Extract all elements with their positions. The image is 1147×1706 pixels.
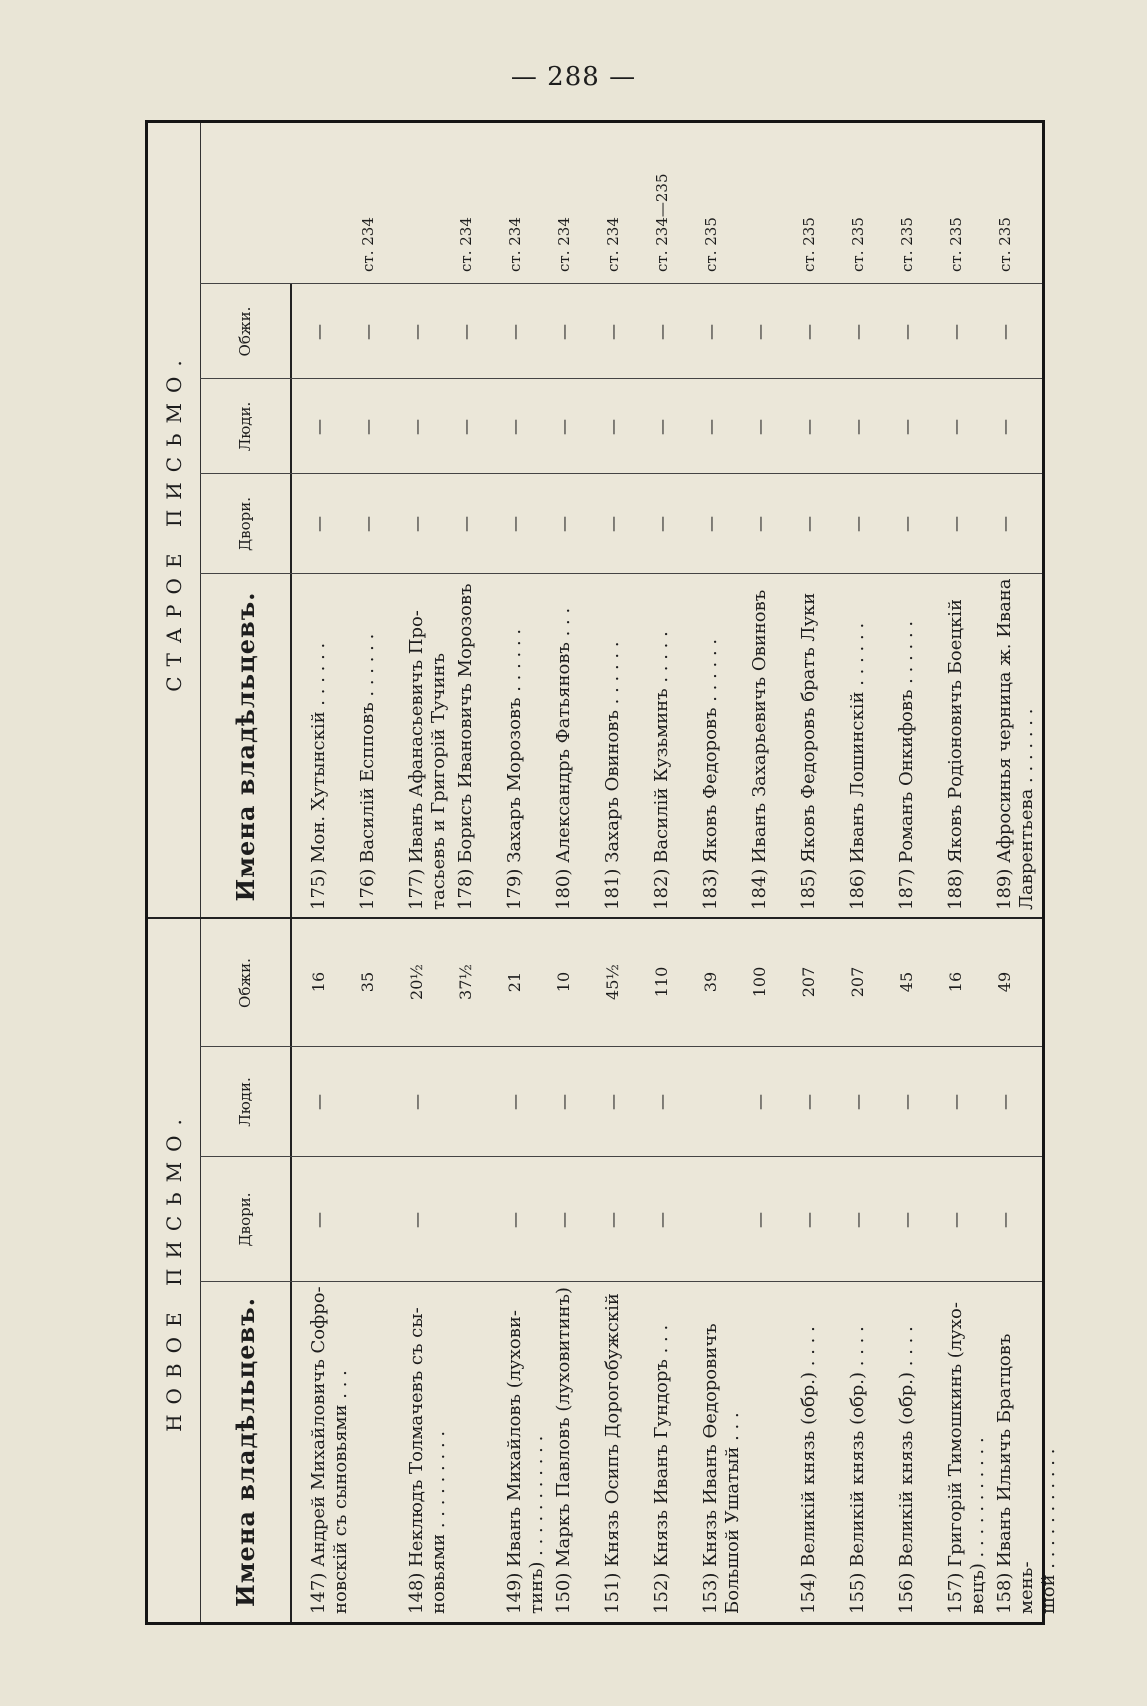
source-reference: ст. 234 [555, 217, 573, 272]
old-obzhi-value: — [995, 324, 1014, 340]
new-dvory-value: — [603, 1212, 622, 1228]
new-owner-name: 155) Великій князь (обр.) . . . . [847, 1326, 868, 1614]
new-obzhi-value: 10 [554, 971, 573, 993]
new-owner-name: 151) Князь Осипъ Дорогобужскій [602, 1293, 623, 1614]
old-owner-name: 186) Иванъ Лошинскій . . . . . . [847, 622, 868, 910]
new-owner-name: 158) Иванъ Ильичъ Братцовъ мень- шой . . . . . . . . . . . [994, 1333, 1059, 1614]
old-lyudi-value: — [309, 419, 328, 435]
old-obzhi-value: — [603, 324, 622, 340]
new-obzhi-value: 207 [799, 966, 818, 998]
new-obzhi-value: 207 [848, 966, 867, 998]
old-owner-name: 189) Афросинья черница ж. Ивана Лаврентьева . . . . . . . [994, 578, 1037, 910]
new-obzhi-value: 45 [897, 971, 916, 993]
column-divider [200, 473, 1042, 474]
new-lyudi-value: — [505, 1094, 524, 1110]
old-lyudi-value: — [407, 419, 426, 435]
old-dvory-value: — [603, 516, 622, 532]
column-divider [200, 378, 1042, 379]
old-lyudi-value: — [750, 419, 769, 435]
column-divider [200, 1046, 1042, 1047]
new-owner-name: 152) Князь Иванъ Гундоръ . . . [651, 1324, 672, 1614]
source-reference: ст. 234 [506, 217, 524, 272]
old-owner-name: 176) Василій Еспповъ . . . . . . [357, 633, 378, 910]
old-dvory-value: — [505, 516, 524, 532]
old-dvory-value: — [799, 516, 818, 532]
old-obzhi-value: — [750, 324, 769, 340]
new-obzhi-value: 39 [701, 971, 720, 993]
new-obzhi-value: 45½ [603, 964, 622, 1000]
old-owner-name: 182) Василій Кузьминъ . . . . . [651, 631, 672, 910]
old-lyudi-header: Люди. [200, 379, 292, 474]
new-lyudi-value: — [750, 1094, 769, 1110]
old-obzhi-value: — [456, 324, 475, 340]
old-lyudi-value: — [946, 419, 965, 435]
old-lyudi-value: — [358, 419, 377, 435]
new-dvory-value: — [309, 1212, 328, 1228]
old-obzhi-value: — [897, 324, 916, 340]
old-owner-name: 178) Борисъ Ивановичъ Морозовъ [455, 583, 476, 910]
source-reference: ст. 234—235 [653, 173, 671, 272]
old-owner-name: 185) Яковъ Федоровъ братъ Луки [798, 592, 819, 910]
old-owner-name: 175) Мон. Хутынскій . . . . . . [308, 642, 329, 910]
new-owner-name: 156) Великій князь (обр.) . . . . [896, 1326, 917, 1614]
source-reference: ст. 234 [604, 217, 622, 272]
new-names-header: Имена владѣльцевъ. [200, 1282, 292, 1622]
old-owner-name: 183) Яковъ Федоровъ . . . . . . [700, 638, 721, 910]
old-dvory-value: — [897, 516, 916, 532]
old-dvory-value: — [701, 516, 720, 532]
new-dvory-value: — [946, 1212, 965, 1228]
old-obzhi-value: — [358, 324, 377, 340]
old-owner-name: 180) Александръ Фатьяновъ . . . [553, 607, 574, 910]
old-obzhi-value: — [309, 324, 328, 340]
source-reference: ст. 234 [457, 217, 475, 272]
new-obzhi-value: 16 [946, 971, 965, 993]
old-lyudi-value: — [456, 419, 475, 435]
old-dvory-value: — [358, 516, 377, 532]
old-lyudi-value: — [554, 419, 573, 435]
old-section-title: СТАРОЕ ПИСЬМО. [148, 123, 201, 919]
old-owner-name: 179) Захаръ Морозовъ . . . . . . [504, 628, 525, 910]
new-owner-name: 157) Григорій Тимошкинъ (лухо- вецъ) . . . . . . . . . . . [945, 1302, 988, 1614]
registry-table [145, 120, 1059, 1625]
old-dvory-value: — [750, 516, 769, 532]
old-dvory-value: — [407, 516, 426, 532]
column-divider [200, 573, 1042, 574]
new-section-title: НОВОЕ ПИСЬМО. [148, 917, 201, 1622]
old-lyudi-value: — [799, 419, 818, 435]
new-obzhi-value: 20½ [407, 964, 426, 1000]
new-dvory-value: — [848, 1212, 867, 1228]
new-lyudi-value: — [946, 1094, 965, 1110]
old-dvory-value: — [995, 516, 1014, 532]
new-owner-name: 154) Великій князь (обр.) . . . . [798, 1326, 819, 1614]
old-lyudi-value: — [995, 419, 1014, 435]
old-obzhi-header: Обжи. [200, 284, 292, 379]
section-divider [200, 917, 1042, 919]
new-dvory-value: — [652, 1212, 671, 1228]
old-obzhi-value: — [848, 324, 867, 340]
old-dvory-header: Двори. [200, 474, 292, 574]
new-obzhi-value: 49 [995, 971, 1014, 993]
new-obzhi-value: 35 [358, 971, 377, 993]
old-obzhi-value: — [799, 324, 818, 340]
source-reference: ст. 235 [898, 217, 916, 272]
old-lyudi-value: — [897, 419, 916, 435]
old-dvory-value: — [652, 516, 671, 532]
source-reference: ст. 235 [947, 217, 965, 272]
old-dvory-value: — [946, 516, 965, 532]
old-owner-name: 188) Яковъ Родіоновичъ Боецкій [945, 599, 966, 910]
new-obzhi-header: Обжи. [200, 919, 292, 1047]
old-obzhi-value: — [946, 324, 965, 340]
new-obzhi-value: 100 [750, 966, 769, 998]
old-obzhi-value: — [505, 324, 524, 340]
column-divider [200, 1281, 1042, 1282]
old-dvory-value: — [309, 516, 328, 532]
new-lyudi-value: — [309, 1094, 328, 1110]
column-divider [200, 1156, 1042, 1157]
new-dvory-value: — [554, 1212, 573, 1228]
old-lyudi-value: — [701, 419, 720, 435]
old-owner-name: 181) Захаръ Овиновъ . . . . . . [602, 641, 623, 910]
new-owner-name: 147) Андрей Михайловичъ Софро- новскій съ сыновьями . . . [308, 1286, 351, 1614]
old-obzhi-value: — [407, 324, 426, 340]
page-number: — 288 — [510, 62, 637, 92]
source-reference: ст. 235 [702, 217, 720, 272]
old-obzhi-value: — [701, 324, 720, 340]
new-dvory-value: — [407, 1212, 426, 1228]
new-obzhi-value: 37½ [456, 964, 475, 1000]
old-dvory-value: — [848, 516, 867, 532]
new-lyudi-value: — [995, 1094, 1014, 1110]
new-dvory-value: — [799, 1212, 818, 1228]
new-lyudi-value: — [652, 1094, 671, 1110]
new-dvory-value: — [897, 1212, 916, 1228]
old-lyudi-value: — [505, 419, 524, 435]
new-lyudi-value: — [603, 1094, 622, 1110]
new-dvory-header: Двори. [200, 1157, 292, 1282]
new-lyudi-value: — [897, 1094, 916, 1110]
new-lyudi-header: Люди. [200, 1047, 292, 1157]
old-owner-name: 187) Романъ Онкифовъ . . . . . . [896, 620, 917, 910]
new-lyudi-value: — [407, 1094, 426, 1110]
column-divider [200, 283, 1042, 284]
new-obzhi-value: 110 [652, 966, 671, 998]
new-owner-name: 149) Иванъ Михайловъ (лухови- тинъ) . . . . . . . . . . . [504, 1310, 547, 1614]
old-lyudi-value: — [652, 419, 671, 435]
source-reference: ст. 235 [849, 217, 867, 272]
new-lyudi-value: — [799, 1094, 818, 1110]
old-obzhi-value: — [554, 324, 573, 340]
new-owner-name: 153) Князь Иванъ Ѳедоровичъ Большой Ушатый . . . [700, 1323, 743, 1614]
source-reference: ст. 235 [996, 217, 1014, 272]
new-lyudi-value: — [848, 1094, 867, 1110]
source-reference: ст. 234 [359, 217, 377, 272]
new-dvory-value: — [505, 1212, 524, 1228]
new-dvory-value: — [750, 1212, 769, 1228]
new-obzhi-value: 21 [505, 971, 524, 993]
old-lyudi-value: — [848, 419, 867, 435]
new-owner-name: 148) Неклюдъ Толмачевъ съ сы- новьями . . . . . . . . . [406, 1307, 449, 1614]
new-lyudi-value: — [554, 1094, 573, 1110]
old-lyudi-value: — [603, 419, 622, 435]
new-dvory-value: — [995, 1212, 1014, 1228]
old-dvory-value: — [456, 516, 475, 532]
old-names-header: Имена владѣльцевъ. [200, 574, 292, 919]
source-reference: ст. 235 [800, 217, 818, 272]
old-obzhi-value: — [652, 324, 671, 340]
new-owner-name: 150) Маркъ Павловъ (луховитинъ) [553, 1287, 574, 1614]
old-owner-name: 184) Иванъ Захарьевичъ Овиновъ [749, 589, 770, 910]
new-obzhi-value: 16 [309, 971, 328, 993]
old-owner-name: 177) Иванъ Афанасьевичъ Про- тасьевъ и Григорій Тучинъ [406, 610, 449, 910]
old-dvory-value: — [554, 516, 573, 532]
